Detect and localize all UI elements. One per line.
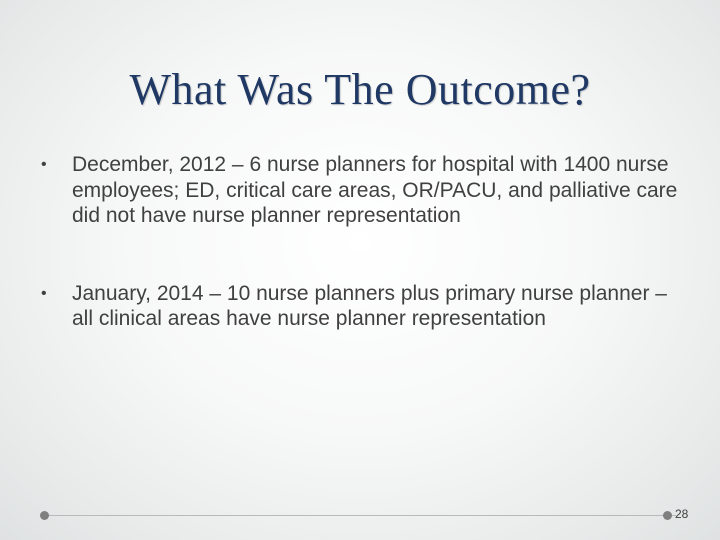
bullet-dot-icon: • [41, 156, 47, 173]
page-number: 28 [675, 507, 689, 521]
footer-right-dot-icon [663, 511, 672, 520]
footer-left-dot-icon [40, 511, 49, 520]
bullet-dot-icon: • [41, 284, 47, 302]
bullet-item [30, 281, 690, 332]
bullet-text: January, 2014 – 10 nurse planners plus primary nurse planner – all clinical areas have nurse planner representation [72, 281, 667, 330]
bullet-list [30, 152, 690, 332]
footer-divider [44, 515, 676, 516]
slide-title: What Was The Outcome? [129, 65, 591, 114]
bullet-item [30, 152, 690, 229]
bullet-text: December, 2012 – 6 nurse planners for hospital with 1400 nurse employees; ED, critical care areas, OR/PACU, and palliative care did not have nurse planner representation [72, 153, 678, 227]
